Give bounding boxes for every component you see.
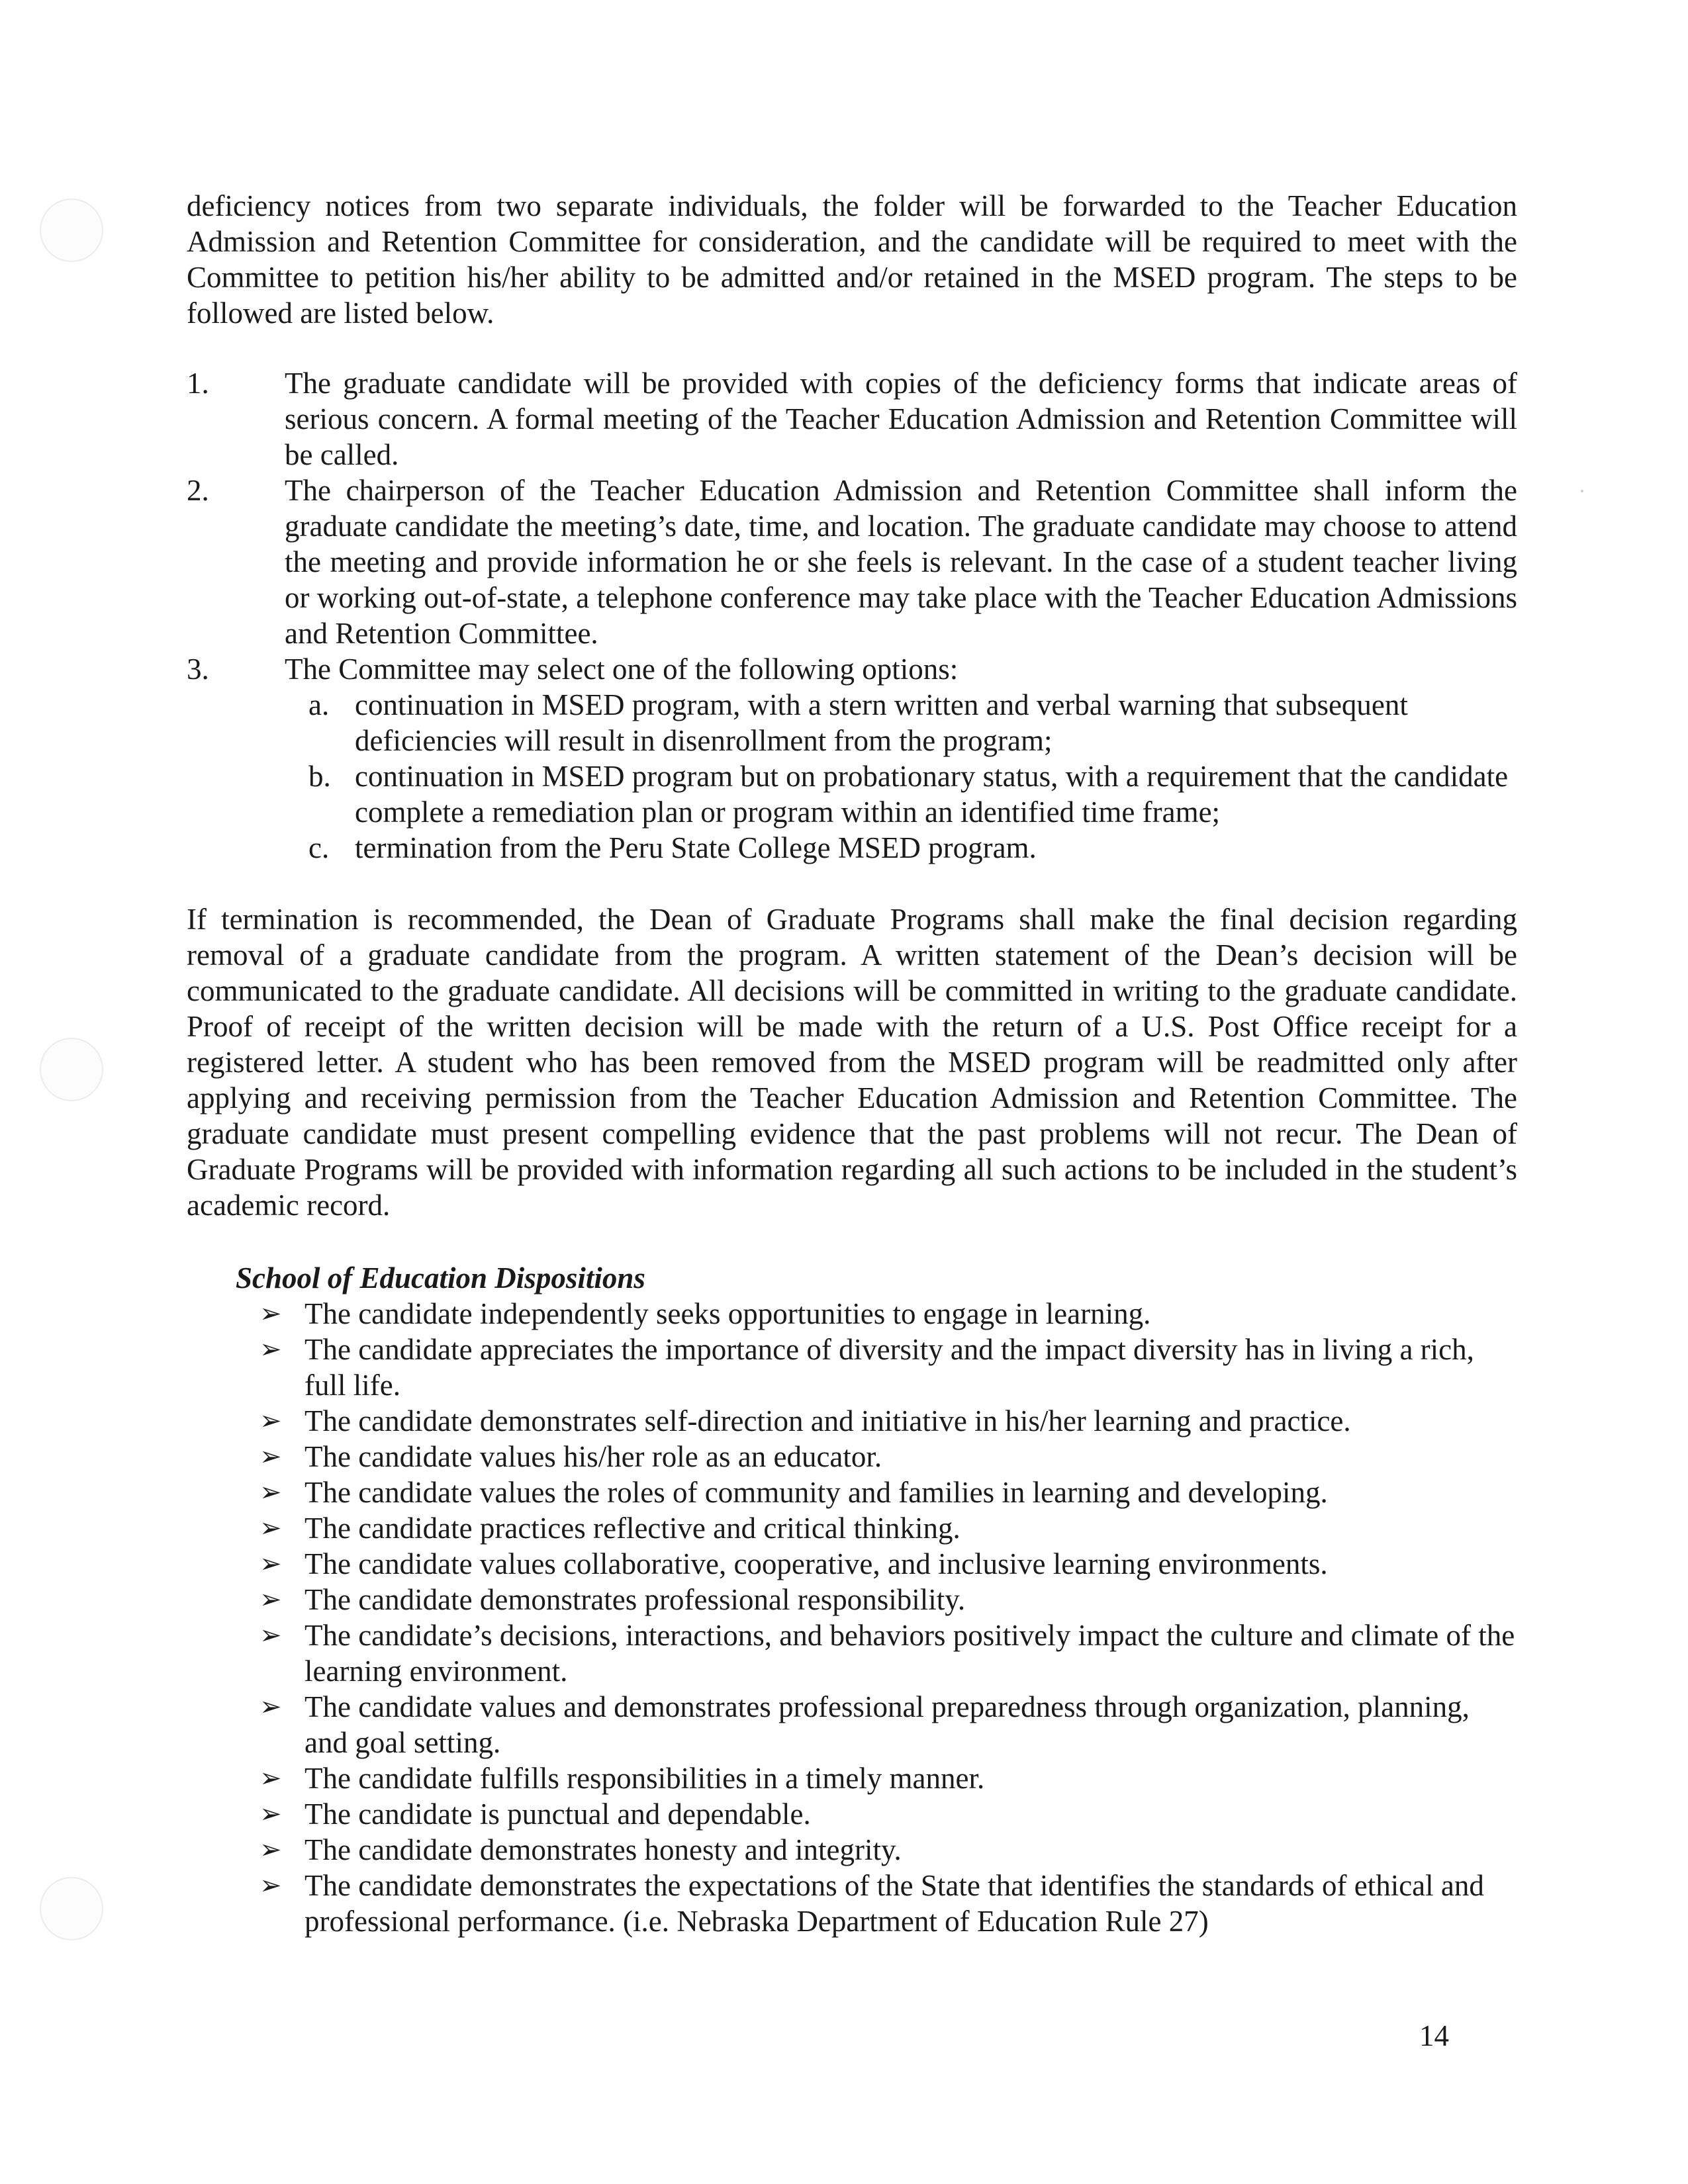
option-letter: b. (308, 760, 331, 793)
disposition-item (236, 1868, 1517, 1939)
option-text: continuation in MSED program but on probationary status, with a requirement that the candidate complete a remediation plan or program within an identified time frame; (355, 760, 1509, 829)
disposition-item (236, 1546, 1517, 1582)
disposition-item (236, 1689, 1517, 1760)
scan-speck (1581, 490, 1583, 492)
option-item (285, 830, 1517, 866)
page-number: 14 (1419, 2019, 1449, 2052)
disposition-item (236, 1403, 1517, 1439)
arrow-bullet-icon: ➢ (259, 1441, 282, 1471)
arrow-bullet-icon: ➢ (259, 1584, 282, 1614)
disposition-item (236, 1760, 1517, 1796)
step-text: The graduate candidate will be provided with copies of the deficiency forms that indicate areas of serious concern. A formal meeting of the Teacher Education Admission and Retention Committee will be called. (285, 367, 1517, 471)
punch-hole-top (40, 199, 103, 262)
option-text: continuation in MSED program, with a stern written and verbal warning that subsequent deficiencies will result in disenrollment from the program; (355, 688, 1408, 757)
arrow-bullet-icon: ➢ (259, 1799, 282, 1829)
disposition-item (236, 1296, 1517, 1332)
options-list (285, 687, 1517, 866)
step-item (187, 473, 1517, 651)
disposition-item (236, 1832, 1517, 1868)
disposition-text: The candidate demonstrates professional responsibility. (305, 1583, 966, 1616)
option-item (285, 758, 1517, 830)
step-number: 2. (187, 474, 209, 507)
arrow-bullet-icon: ➢ (259, 1692, 282, 1721)
step-number: 1. (187, 367, 209, 400)
disposition-text: The candidate values collaborative, cooperative, and inclusive learning environments. (305, 1547, 1328, 1580)
intro-paragraph: deficiency notices from two separate individuals, the folder will be forwarded to the Teacher Education Admission and Retention Committee for consideration, and the candidate will be required to meet with the Committee to petition his/her ability to be admitted and/or retained in the MSED program. The steps to be followed are listed below. (187, 189, 1517, 330)
arrow-bullet-icon: ➢ (259, 1477, 282, 1507)
disposition-item (236, 1439, 1517, 1475)
disposition-text: The candidate appreciates the importance of diversity and the impact diversity has in living a rich, full life. (305, 1333, 1474, 1402)
disposition-item (236, 1332, 1517, 1403)
disposition-text: The candidate values the roles of community and families in learning and developing. (305, 1476, 1328, 1509)
dispositions-list (236, 1296, 1517, 1939)
disposition-text: The candidate fulfills responsibilities in a timely manner. (305, 1762, 985, 1795)
arrow-bullet-icon: ➢ (259, 1406, 282, 1435)
document-page (187, 188, 1517, 1939)
disposition-text: The candidate independently seeks opportunities to engage in learning. (305, 1297, 1151, 1330)
option-letter: a. (308, 688, 330, 721)
step-number: 3. (187, 653, 209, 686)
disposition-text: The candidate values his/her role as an educator. (305, 1440, 882, 1473)
arrow-bullet-icon: ➢ (259, 1835, 282, 1864)
arrow-bullet-icon: ➢ (259, 1298, 282, 1328)
disposition-item (236, 1582, 1517, 1617)
disposition-item (236, 1796, 1517, 1832)
disposition-text: The candidate demonstrates honesty and integrity. (305, 1833, 902, 1866)
arrow-bullet-icon: ➢ (259, 1513, 282, 1543)
disposition-text: The candidate practices reflective and critical thinking. (305, 1512, 961, 1545)
step-item (187, 651, 1517, 866)
dispositions-section (187, 1260, 1517, 1939)
termination-paragraph: If termination is recommended, the Dean of Graduate Programs shall make the final decision regarding removal of a graduate candidate from the program. A written statement of the Dean’s decision will be communicated to the graduate candidate. All decisions will be committed in writing to the graduate candidate. Proof of receipt of the written decision will be made with the return of a U.S. Post Office receipt for a registered letter. A student who has been removed from the MSED program will be readmitted only after applying and receiving permission from the Teacher Education Admission and Retention Committee. The graduate candidate must present compelling evidence that the past problems will not recur. The Dean of Graduate Programs will be provided with information regarding all such actions to be included in the student’s academic record. (187, 903, 1517, 1222)
disposition-text: The candidate values and demonstrates professional preparedness through organization, planning, and goal setting. (305, 1690, 1470, 1759)
disposition-item (236, 1617, 1517, 1689)
disposition-item (236, 1510, 1517, 1546)
dispositions-heading: School of Education Dispositions (236, 1261, 645, 1295)
disposition-text: The candidate demonstrates the expectations of the State that identifies the standards of ethical and professional performance. (i.e. Nebraska Department of Education Rule 27) (305, 1869, 1484, 1938)
option-text: termination from the Peru State College MSED program. (355, 831, 1037, 864)
step-item (187, 365, 1517, 473)
option-letter: c. (308, 831, 330, 864)
disposition-text: The candidate demonstrates self-direction and initiative in his/her learning and practice. (305, 1404, 1351, 1437)
option-item (285, 687, 1517, 758)
step-text: The chairperson of the Teacher Education Admission and Retention Committee shall inform the graduate candidate the meeting’s date, time, and location. The graduate candidate may choose to attend the meeting and provide information he or she feels is relevant. In the case of a student teacher living or working out-of-state, a telephone conference may take place with the Teacher Education Admissions and Retention Committee. (285, 474, 1517, 650)
step-text: The Committee may select one of the following options: (285, 653, 959, 686)
disposition-text: The candidate’s decisions, interactions, and behaviors positively impact the culture and climate of the learning environment. (305, 1619, 1515, 1688)
disposition-item (236, 1475, 1517, 1510)
punch-hole-middle (40, 1038, 103, 1101)
punch-hole-bottom (40, 1877, 103, 1940)
steps-list (187, 365, 1517, 866)
arrow-bullet-icon: ➢ (259, 1870, 282, 1900)
arrow-bullet-icon: ➢ (259, 1549, 282, 1578)
arrow-bullet-icon: ➢ (259, 1620, 282, 1650)
disposition-text: The candidate is punctual and dependable. (305, 1797, 811, 1831)
arrow-bullet-icon: ➢ (259, 1334, 282, 1364)
arrow-bullet-icon: ➢ (259, 1763, 282, 1793)
